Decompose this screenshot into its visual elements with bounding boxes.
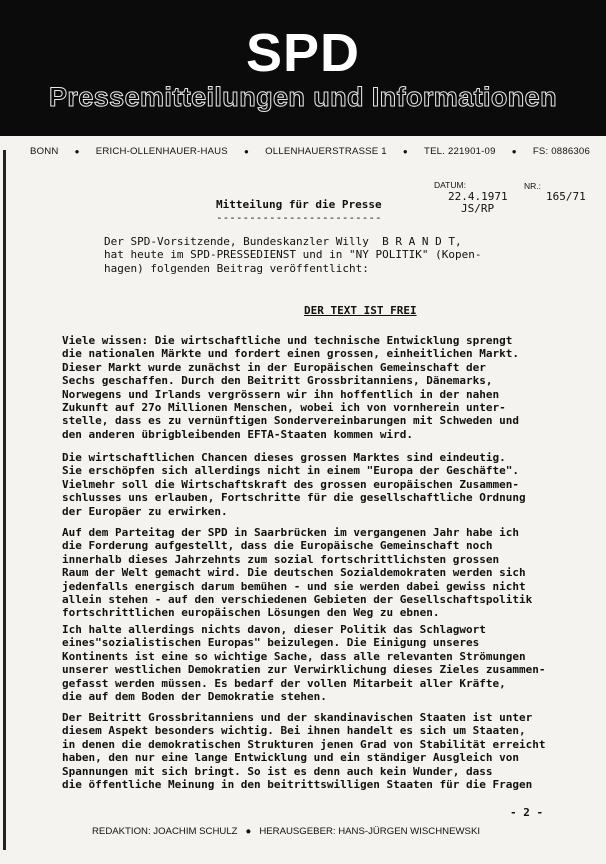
paragraph-2: Die wirtschaftlichen Chancen dieses grossen Marktes sind eindeutig. Sie erschöpfen sich allerdings nicht in einem "Europa der Geschäfte". Vielmehr soll die Wirtschaftskraft des grossen europäischen Zusammen- schlusses uns erlauben, Fortschritte für die gesellschaftliche Ordnung der Europäer zu erwirken. [62, 451, 526, 518]
footer-publisher: HERAUSGEBER: HANS-JÜRGEN WISCHNEWSKI [259, 826, 481, 837]
footer [92, 826, 532, 837]
paragraph-4: Ich halte allerdings nichts davon, dieser Politik das Schlagwort eines"sozialistischen Europas" beizulegen. Die Einigung unseres Kontinents ist eine so wichtige Sache, dass alle relevanten Strömungen unserer westlichen Demokratien zur Verwirklichung dieses Zieles zusammen- gefasst werden müssen. Es bedarf der vollen Mitarbeit aller Kräfte, die auf dem Boden der Demokratie stehen. [62, 623, 546, 704]
intro-text: Der SPD-Vorsitzende, Bundeskanzler Willy B R A N D T, hat heute im SPD-PRESSEDIENST und in "NY POLITIK" (Kopen- hagen) folgenden Beitrag veröffentlicht: [104, 235, 482, 275]
bullet-icon: ● [245, 826, 252, 837]
datum-label: DATUM: [434, 180, 466, 190]
footer-editor: REDAKTION: JOACHIM SCHULZ [92, 826, 238, 837]
nr-label: NR.: [524, 181, 541, 191]
free-text-notice: DER TEXT IST FREI [304, 304, 417, 317]
bullet-icon: ● [74, 147, 80, 156]
address-phone: TEL. 221901-09 [424, 146, 496, 157]
bullet-icon: ● [511, 147, 517, 156]
address-city: BONN [30, 146, 59, 157]
document-initials: JS/RP [461, 202, 495, 215]
heading-underline: ------------------------- [216, 211, 382, 224]
spd-logo: SPD [245, 23, 361, 83]
bullet-icon: ● [402, 147, 408, 156]
address-building: ERICH-OLLENHAUER-HAUS [95, 146, 228, 157]
document-date: 22.4.1971 [448, 190, 508, 203]
paragraph-5: Der Beitritt Grossbritanniens und der skandinavischen Staaten ist unter diesem Aspekt besonders wichtig. Bei ihnen handelt es sich um Staaten, in denen die demokratischen Strukturen jenen Grad von Stabilität erreicht haben, den nur eine lange Entwicklung und ein ständiger Ausgleich von Spannungen mit sich bringt. So ist es denn auch kein Wunder, dass die öffentliche Meinung in den beitrittswilligen Staaten für die Fragen [62, 711, 546, 792]
paragraph-3: Auf dem Parteitag der SPD in Saarbrücken im vergangenen Jahr habe ich die Forderung aufgestellt, dass die Europäische Gemeinschaft noch innerhalb dieses Jahrzehnts zum sozial fortschrittlichsten grossen Raum der Welt gemacht wird. Die deutschen Sozialdemokraten werden sich jedenfalls energisch darum bemühen - und sie werden dabei gewiss nicht allein stehen - auf den verschiedenen Gebieten der Gesellschaftspolitik fortschrittlichen europäischen Lösungen den Weg zu ebnen. [62, 526, 533, 620]
document-number: 165/71 [546, 190, 586, 203]
address-bar [30, 146, 590, 157]
bullet-icon: ● [244, 147, 250, 156]
address-street: OLLENHAUERSTRASSE 1 [265, 146, 387, 157]
header-subtitle: Pressemitteilungen und Informationen [49, 82, 557, 112]
document-heading: Mitteilung für die Presse [216, 198, 382, 211]
address-telex: FS: 0886306 [532, 146, 590, 157]
paragraph-1: Viele wissen: Die wirtschaftliche und technische Entwicklung sprengt die nationalen Märkte und fordert einen grossen, einheitlichen Markt. Dieser Markt wurde zunächst in der Europäischen Gemeinschaft der Sechs geschaffen. Durch den Beitritt Grossbritanniens, Dänemarks, Norwegens und Irlands vergrössern wir ihn hoffentlich in der nahen Zukunft auf 27o Millionen Menschen, wobei ich von vornherein unter- stelle, dass es zu vernünftigen Sondervereinbarungen mit Schweden und den anderen übrigbleibenden EFTA-Staaten kommen wird. [62, 334, 519, 441]
scan-edge [3, 150, 6, 850]
page-number: - 2 - [510, 806, 544, 819]
